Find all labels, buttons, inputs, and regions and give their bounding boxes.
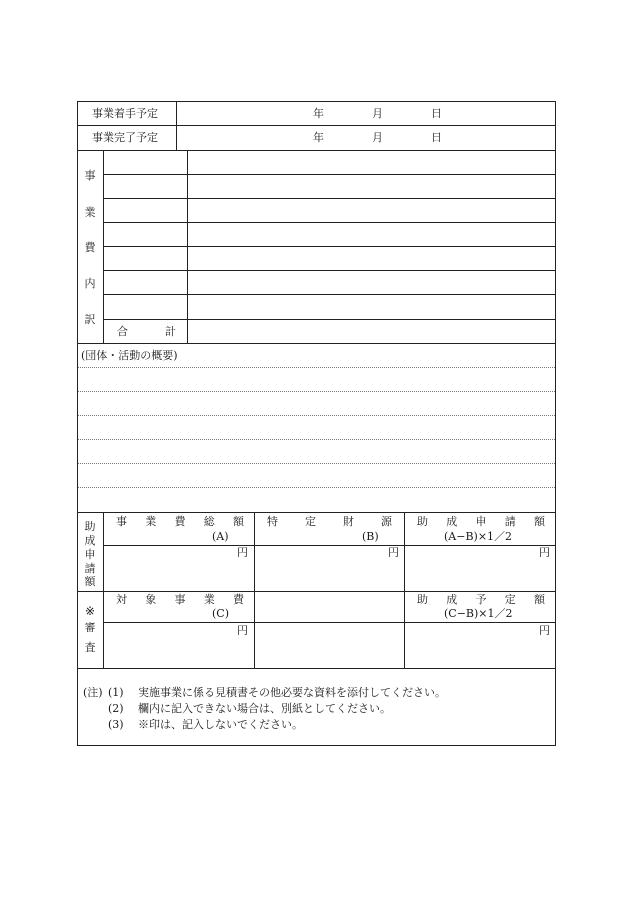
header-char: 額 xyxy=(534,515,545,528)
eligible-cost-tag: (C) xyxy=(212,607,229,620)
review-side-char: 審 xyxy=(84,621,96,634)
header-char: 業 xyxy=(145,515,157,528)
yen-unit: 円 xyxy=(388,546,399,559)
note-number: (1) xyxy=(108,686,124,699)
header-char: 定 xyxy=(504,593,516,606)
grant-side-char: 申 xyxy=(84,548,96,561)
start-date-label: 事業着手予定 xyxy=(92,107,158,120)
breakdown-side-char: 業 xyxy=(84,206,96,219)
overview-guide-line xyxy=(78,439,555,440)
end-month-unit: 月 xyxy=(372,131,383,144)
review-header-line xyxy=(103,622,556,623)
header-char: 事 xyxy=(116,515,127,528)
note-text: ※印は、記入しないでください。 xyxy=(138,718,303,731)
header-char: 業 xyxy=(203,593,215,606)
review-side-char: ※ xyxy=(84,604,96,618)
grant-bottom xyxy=(77,591,556,592)
note-number: (3) xyxy=(108,718,124,731)
frame-top xyxy=(77,101,556,102)
grant-side-char: 額 xyxy=(84,575,96,588)
grant-side-char: 助 xyxy=(84,520,96,533)
header-char: 助 xyxy=(417,515,428,528)
overview-guide-line xyxy=(78,391,555,392)
planned-grant-formula: (C−B)×1／2 xyxy=(444,607,513,620)
breakdown-side-char: 内 xyxy=(84,277,96,290)
grant-side-char: 成 xyxy=(84,534,96,547)
breakdown-side-char: 事 xyxy=(84,169,96,182)
total-project-cost-header xyxy=(116,515,244,528)
header-char: 定 xyxy=(305,515,316,528)
breakdown-row-line xyxy=(103,294,556,295)
overview-guide-line xyxy=(78,367,555,368)
note-number: (2) xyxy=(108,702,124,715)
breakdown-row-line xyxy=(103,198,556,199)
header-char: 額 xyxy=(233,515,244,528)
frame-left xyxy=(77,101,78,746)
header-char: 事 xyxy=(174,593,186,606)
grant-col-divider-1 xyxy=(254,512,255,668)
header-char: 額 xyxy=(534,593,545,606)
grant-header-line xyxy=(103,545,556,546)
yen-unit: 円 xyxy=(539,624,550,637)
schedule-col-divider xyxy=(176,101,177,150)
schedule-row-divider xyxy=(77,125,556,126)
start-day-unit: 日 xyxy=(431,107,442,120)
yen-unit: 円 xyxy=(237,624,248,637)
overview-guide-line xyxy=(78,487,555,488)
header-char: 予 xyxy=(475,593,487,606)
breakdown-bottom xyxy=(77,343,556,344)
total-label-left: 合 xyxy=(117,325,128,338)
header-char: 成 xyxy=(446,515,458,528)
breakdown-row-line xyxy=(103,246,556,247)
total-project-cost-tag: (A) xyxy=(212,530,229,543)
grant-request-formula: (A−B)×1／2 xyxy=(444,530,513,543)
breakdown-side-char: 訳 xyxy=(84,313,96,326)
header-char: 象 xyxy=(145,593,157,606)
review-bottom xyxy=(77,668,556,669)
start-month-unit: 月 xyxy=(372,107,383,120)
grant-request-header xyxy=(417,515,545,528)
grant-side-divider xyxy=(103,512,104,668)
frame-bottom xyxy=(77,745,556,746)
end-day-unit: 日 xyxy=(431,131,442,144)
end-year-unit: 年 xyxy=(313,131,324,144)
overview-guide-line xyxy=(78,415,555,416)
header-char: 費 xyxy=(233,593,244,606)
header-char: 申 xyxy=(475,515,487,528)
breakdown-row-line xyxy=(103,174,556,175)
eligible-cost-header xyxy=(116,593,244,606)
overview-label: (団体・活動の概要) xyxy=(81,349,178,362)
header-char: 財 xyxy=(343,515,354,528)
grant-col-divider-2 xyxy=(404,512,405,668)
note-text: 実施事業に係る見積書その他必要な資料を添付してください。 xyxy=(138,686,446,699)
note-text: 欄内に記入できない場合は、別紙としてください。 xyxy=(138,702,391,715)
breakdown-total-line xyxy=(103,319,556,320)
planned-grant-header xyxy=(417,593,545,606)
header-char: 特 xyxy=(267,515,278,528)
header-char: 対 xyxy=(116,593,127,606)
header-char: 助 xyxy=(417,593,428,606)
header-char: 請 xyxy=(504,515,516,528)
breakdown-row-line xyxy=(103,270,556,271)
end-date-label: 事業完了予定 xyxy=(92,131,158,144)
breakdown-side-char: 費 xyxy=(84,241,96,254)
schedule-bottom xyxy=(77,150,556,151)
overview-guide-line xyxy=(78,463,555,464)
header-char: 成 xyxy=(446,593,458,606)
header-char: 源 xyxy=(381,515,392,528)
header-char: 総 xyxy=(203,515,215,528)
notes-prefix: (注) xyxy=(83,686,103,699)
grant-side-char: 請 xyxy=(84,562,96,575)
header-char: 費 xyxy=(174,515,186,528)
specific-funding-tag: (B) xyxy=(362,530,379,543)
yen-unit: 円 xyxy=(539,546,550,559)
yen-unit: 円 xyxy=(237,546,248,559)
start-year-unit: 年 xyxy=(313,107,324,120)
total-label-right: 計 xyxy=(165,325,176,338)
review-side-char: 査 xyxy=(84,641,96,654)
breakdown-row-line xyxy=(103,222,556,223)
specific-funding-header xyxy=(267,515,392,528)
overview-bottom xyxy=(77,512,556,513)
